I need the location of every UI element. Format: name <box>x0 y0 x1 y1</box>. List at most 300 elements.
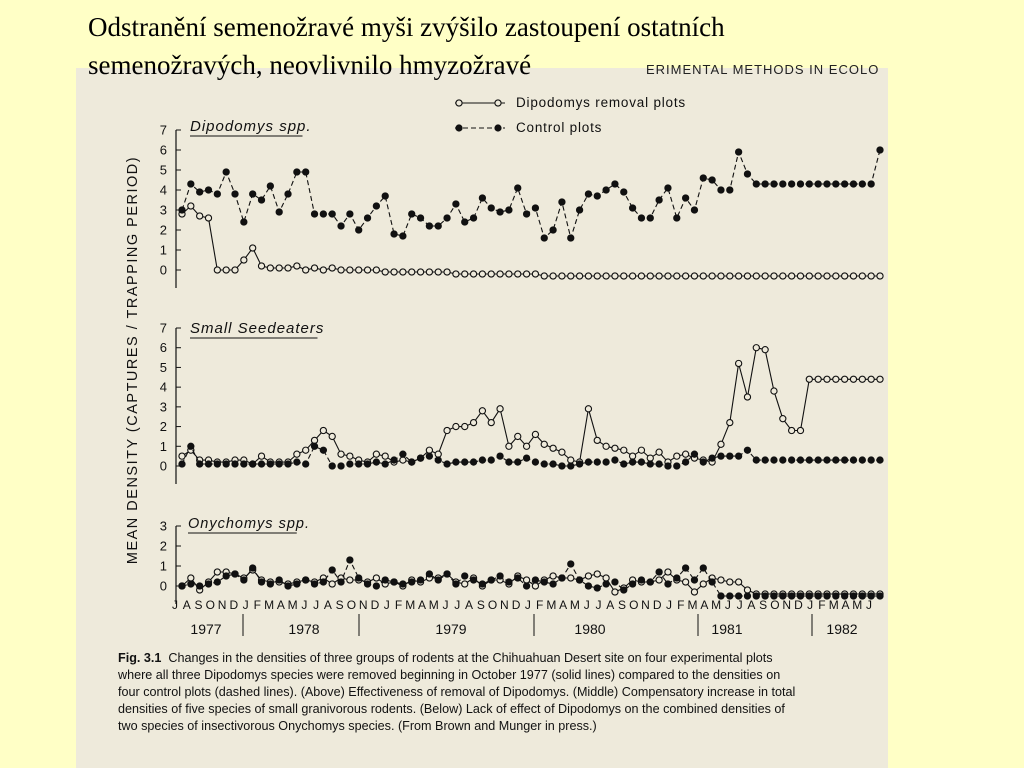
removal-point <box>868 376 874 382</box>
month-tick-label: F <box>677 598 685 612</box>
removal-point <box>523 577 529 583</box>
removal-point <box>638 447 644 453</box>
control-point <box>683 195 689 201</box>
control-point <box>444 215 450 221</box>
month-tick-label: O <box>770 598 780 612</box>
control-point <box>400 233 406 239</box>
legend-control-marker <box>456 125 462 131</box>
control-point <box>859 457 865 463</box>
removal-point <box>665 569 671 575</box>
control-point <box>674 575 680 581</box>
month-tick-label: A <box>747 598 756 612</box>
year-label: 1979 <box>435 621 467 637</box>
control-point <box>188 581 194 587</box>
month-tick-label: D <box>370 598 380 612</box>
month-tick-label: M <box>687 598 698 612</box>
control-point <box>435 457 441 463</box>
removal-point <box>780 416 786 422</box>
control-point <box>470 459 476 465</box>
control-point <box>338 579 344 585</box>
control-point <box>347 211 353 217</box>
month-tick-label: J <box>595 598 602 612</box>
removal-point <box>550 273 556 279</box>
removal-point <box>188 575 194 581</box>
removal-point <box>559 273 565 279</box>
removal-point <box>674 453 680 459</box>
removal-point <box>744 273 750 279</box>
control-point <box>258 461 264 467</box>
removal-point <box>771 388 777 394</box>
control-point <box>683 459 689 465</box>
control-point <box>303 461 309 467</box>
control-point <box>753 457 759 463</box>
control-point <box>797 457 803 463</box>
month-tick-label: N <box>358 598 368 612</box>
control-point <box>285 461 291 467</box>
control-point <box>612 579 618 585</box>
month-tick-label: A <box>700 598 709 612</box>
control-point <box>683 565 689 571</box>
y-tick-label: 0 <box>159 262 167 278</box>
removal-point <box>744 587 750 593</box>
removal-point <box>833 273 839 279</box>
removal-point <box>197 213 203 219</box>
removal-point <box>700 273 706 279</box>
control-point <box>329 567 335 573</box>
control-point <box>638 459 644 465</box>
removal-point <box>400 457 406 463</box>
control-point <box>850 181 856 187</box>
removal-point <box>576 273 582 279</box>
control-point <box>329 211 335 217</box>
control-point <box>188 181 194 187</box>
control-point <box>303 169 309 175</box>
control-point <box>541 235 547 241</box>
control-point <box>179 583 185 589</box>
y-tick-label: 0 <box>159 458 167 474</box>
control-point <box>541 461 547 467</box>
removal-point <box>214 569 220 575</box>
removal-point <box>718 577 724 583</box>
y-tick-label: 4 <box>159 379 167 395</box>
control-point <box>709 579 715 585</box>
control-point <box>674 463 680 469</box>
control-point <box>532 577 538 583</box>
removal-point <box>665 273 671 279</box>
control-point <box>780 181 786 187</box>
removal-point <box>329 433 335 439</box>
removal-point <box>824 376 830 382</box>
control-point <box>462 573 468 579</box>
y-tick-label: 1 <box>159 242 167 258</box>
month-tick-label: D <box>794 598 803 612</box>
y-tick-label: 3 <box>159 518 167 534</box>
control-point <box>700 175 706 181</box>
control-point <box>311 443 317 449</box>
control-point <box>709 177 715 183</box>
y-tick-label: 5 <box>159 162 167 178</box>
removal-point <box>744 394 750 400</box>
control-point <box>205 461 211 467</box>
control-point <box>179 207 185 213</box>
control-point <box>665 581 671 587</box>
control-point <box>709 455 715 461</box>
removal-point <box>488 271 494 277</box>
control-point <box>700 459 706 465</box>
control-point <box>506 459 512 465</box>
month-tick-label: J <box>866 598 872 612</box>
control-point <box>665 185 671 191</box>
control-point <box>691 451 697 457</box>
control-point <box>771 181 777 187</box>
control-point <box>470 577 476 583</box>
control-point <box>656 569 662 575</box>
removal-point <box>426 269 432 275</box>
control-point <box>815 181 821 187</box>
removal-point <box>329 581 335 587</box>
control-point <box>877 593 883 599</box>
y-tick-label: 3 <box>159 202 167 218</box>
control-point <box>850 457 856 463</box>
removal-point <box>691 273 697 279</box>
removal-point <box>683 273 689 279</box>
removal-point <box>329 265 335 271</box>
control-point <box>276 209 282 215</box>
control-point <box>691 577 697 583</box>
y-tick-label: 7 <box>159 122 167 138</box>
removal-point <box>223 267 229 273</box>
removal-point <box>338 267 344 273</box>
control-point <box>638 215 644 221</box>
control-point <box>479 581 485 587</box>
month-tick-label: A <box>606 598 615 612</box>
control-point <box>656 197 662 203</box>
panel-title: Onychomys spp. <box>188 516 310 532</box>
y-axis-title: MEAN DENSITY (CAPTURES / TRAPPING PERIOD) <box>125 155 141 565</box>
control-point <box>470 215 476 221</box>
control-point <box>806 457 812 463</box>
control-point <box>364 215 370 221</box>
removal-point <box>877 376 883 382</box>
control-point <box>250 191 256 197</box>
control-point <box>718 453 724 459</box>
control-point <box>347 557 353 563</box>
control-point <box>382 193 388 199</box>
control-point <box>444 461 450 467</box>
month-tick-label: A <box>182 598 191 612</box>
removal-point <box>311 437 317 443</box>
removal-point <box>877 273 883 279</box>
month-tick-label: A <box>559 598 568 612</box>
removal-point <box>506 271 512 277</box>
y-tick-label: 3 <box>159 399 167 415</box>
removal-point <box>550 445 556 451</box>
y-tick-label: 0 <box>159 578 167 594</box>
control-point <box>373 459 379 465</box>
removal-point <box>568 273 574 279</box>
figure-caption <box>118 650 798 735</box>
removal-point <box>859 376 865 382</box>
control-point <box>417 215 423 221</box>
control-point <box>276 577 282 583</box>
control-point <box>727 187 733 193</box>
control-point <box>859 181 865 187</box>
panel-title: Small Seedeaters <box>190 320 325 337</box>
control-point <box>630 581 636 587</box>
month-tick-label: N <box>500 598 509 612</box>
removal-point <box>842 273 848 279</box>
control-point <box>532 205 538 211</box>
control-point <box>267 461 273 467</box>
removal-point <box>727 579 733 585</box>
control-point <box>877 457 883 463</box>
removal-point <box>285 265 291 271</box>
removal-point <box>647 273 653 279</box>
control-point <box>311 581 317 587</box>
removal-point <box>762 347 768 353</box>
control-point <box>506 579 512 585</box>
removal-point <box>497 271 503 277</box>
control-point <box>532 459 538 465</box>
control-point <box>214 461 220 467</box>
removal-point <box>417 269 423 275</box>
control-point <box>797 181 803 187</box>
control-point <box>638 577 644 583</box>
control-point <box>356 575 362 581</box>
control-point <box>364 581 370 587</box>
year-label: 1978 <box>288 621 320 637</box>
control-point <box>612 181 618 187</box>
removal-point <box>797 273 803 279</box>
month-tick-label: M <box>852 598 863 612</box>
removal-point <box>656 577 662 583</box>
month-tick-label: M <box>711 598 722 612</box>
slide-title: Odstranění semenožravé myši zvýšilo zastoupení ostatních semenožravých, neovlivnilo hmyzožravé <box>88 12 725 80</box>
control-point <box>550 581 556 587</box>
removal-point <box>470 420 476 426</box>
control-point <box>435 223 441 229</box>
removal-point <box>612 445 618 451</box>
legend-control-marker <box>495 125 501 131</box>
month-tick-label: J <box>313 598 320 612</box>
removal-point <box>532 583 538 589</box>
control-point <box>223 573 229 579</box>
removal-point <box>214 267 220 273</box>
removal-point <box>515 271 521 277</box>
control-point <box>594 193 600 199</box>
legend-removal-label: Dipodomys removal plots <box>516 95 686 110</box>
removal-point <box>453 423 459 429</box>
control-point <box>585 191 591 197</box>
removal-point <box>585 406 591 412</box>
removal-point <box>311 265 317 271</box>
control-point <box>576 577 582 583</box>
removal-point <box>303 267 309 273</box>
removal-point <box>338 451 344 457</box>
control-point <box>718 187 724 193</box>
month-tick-label: M <box>264 598 275 612</box>
control-point <box>497 209 503 215</box>
control-point <box>506 207 512 213</box>
control-point <box>223 461 229 467</box>
removal-point <box>797 427 803 433</box>
removal-point <box>188 203 194 209</box>
control-point <box>488 457 494 463</box>
book-running-header: ERIMENTAL METHODS IN ECOLO <box>646 62 880 77</box>
figure-label: Fig. 3.1 <box>118 651 162 665</box>
month-tick-label: M <box>287 598 298 612</box>
month-tick-label: N <box>782 598 791 612</box>
control-point <box>515 459 521 465</box>
removal-point <box>347 453 353 459</box>
control-point <box>320 211 326 217</box>
control-point <box>515 185 521 191</box>
removal-point <box>630 273 636 279</box>
control-point <box>409 211 415 217</box>
control-point <box>232 191 238 197</box>
control-point <box>603 187 609 193</box>
control-point <box>444 571 450 577</box>
control-point <box>197 583 203 589</box>
y-tick-label: 4 <box>159 182 167 198</box>
month-tick-label: N <box>641 598 650 612</box>
removal-point <box>780 273 786 279</box>
control-point <box>789 181 795 187</box>
month-tick-label: S <box>476 598 485 612</box>
control-point <box>789 457 795 463</box>
removal-point <box>850 273 856 279</box>
month-tick-label: J <box>454 598 461 612</box>
control-point <box>294 459 300 465</box>
month-tick-label: F <box>253 598 262 612</box>
control-point <box>285 191 291 197</box>
removal-point <box>736 360 742 366</box>
control-point <box>497 573 503 579</box>
control-point <box>842 181 848 187</box>
removal-point <box>532 271 538 277</box>
control-point <box>391 457 397 463</box>
month-tick-label: D <box>511 598 521 612</box>
removal-point <box>497 406 503 412</box>
year-label: 1980 <box>574 621 606 637</box>
control-point <box>877 147 883 153</box>
control-point <box>594 459 600 465</box>
control-point <box>568 235 574 241</box>
control-point <box>576 207 582 213</box>
control-point <box>612 457 618 463</box>
removal-point <box>842 376 848 382</box>
removal-point <box>347 267 353 273</box>
removal-point <box>727 420 733 426</box>
removal-point <box>462 271 468 277</box>
legend-removal-marker <box>495 100 501 106</box>
control-point <box>576 461 582 467</box>
removal-point <box>612 589 618 595</box>
control-point <box>400 581 406 587</box>
control-point <box>780 457 786 463</box>
y-tick-label: 2 <box>159 419 167 435</box>
removal-point <box>603 443 609 449</box>
month-tick-label: J <box>442 598 449 612</box>
removal-point <box>824 273 830 279</box>
removal-point <box>382 453 388 459</box>
control-point <box>523 211 529 217</box>
control-point <box>541 579 547 585</box>
control-point <box>426 453 432 459</box>
removal-point <box>294 263 300 269</box>
control-point <box>409 459 415 465</box>
control-point <box>294 169 300 175</box>
removal-point <box>453 271 459 277</box>
month-tick-label: M <box>828 598 839 612</box>
month-tick-label: F <box>535 598 544 612</box>
removal-point <box>364 267 370 273</box>
control-point <box>736 149 742 155</box>
control-point <box>585 459 591 465</box>
removal-point <box>205 215 211 221</box>
removal-point <box>656 449 662 455</box>
control-point <box>347 461 353 467</box>
month-tick-label: M <box>428 598 439 612</box>
removal-point <box>250 245 256 251</box>
control-point <box>833 181 839 187</box>
control-point <box>523 583 529 589</box>
control-point <box>426 223 432 229</box>
removal-point <box>762 273 768 279</box>
control-point <box>188 443 194 449</box>
control-point <box>744 447 750 453</box>
removal-point <box>462 581 468 587</box>
removal-point <box>647 455 653 461</box>
control-point <box>223 169 229 175</box>
removal-point <box>753 273 759 279</box>
removal-point <box>621 273 627 279</box>
removal-point <box>603 575 609 581</box>
month-tick-label: N <box>217 598 227 612</box>
removal-point <box>320 267 326 273</box>
control-point <box>479 195 485 201</box>
control-point <box>320 579 326 585</box>
control-point <box>373 583 379 589</box>
removal-point <box>718 441 724 447</box>
control-point <box>621 189 627 195</box>
removal-point <box>303 447 309 453</box>
removal-point <box>683 579 689 585</box>
removal-point <box>833 376 839 382</box>
removal-point <box>444 269 450 275</box>
control-point <box>868 457 874 463</box>
removal-point <box>400 269 406 275</box>
control-point <box>736 453 742 459</box>
removal-point <box>691 589 697 595</box>
removal-point <box>850 376 856 382</box>
control-point <box>417 455 423 461</box>
control-point <box>630 205 636 211</box>
control-point <box>550 227 556 233</box>
control-point <box>382 577 388 583</box>
y-tick-label: 1 <box>159 438 167 454</box>
control-point <box>400 451 406 457</box>
removal-point <box>727 273 733 279</box>
month-tick-label: S <box>335 598 344 612</box>
removal-point <box>718 273 724 279</box>
removal-point <box>373 451 379 457</box>
removal-point <box>806 376 812 382</box>
removal-point <box>462 423 468 429</box>
removal-point <box>373 267 379 273</box>
removal-point <box>859 273 865 279</box>
removal-point <box>320 427 326 433</box>
